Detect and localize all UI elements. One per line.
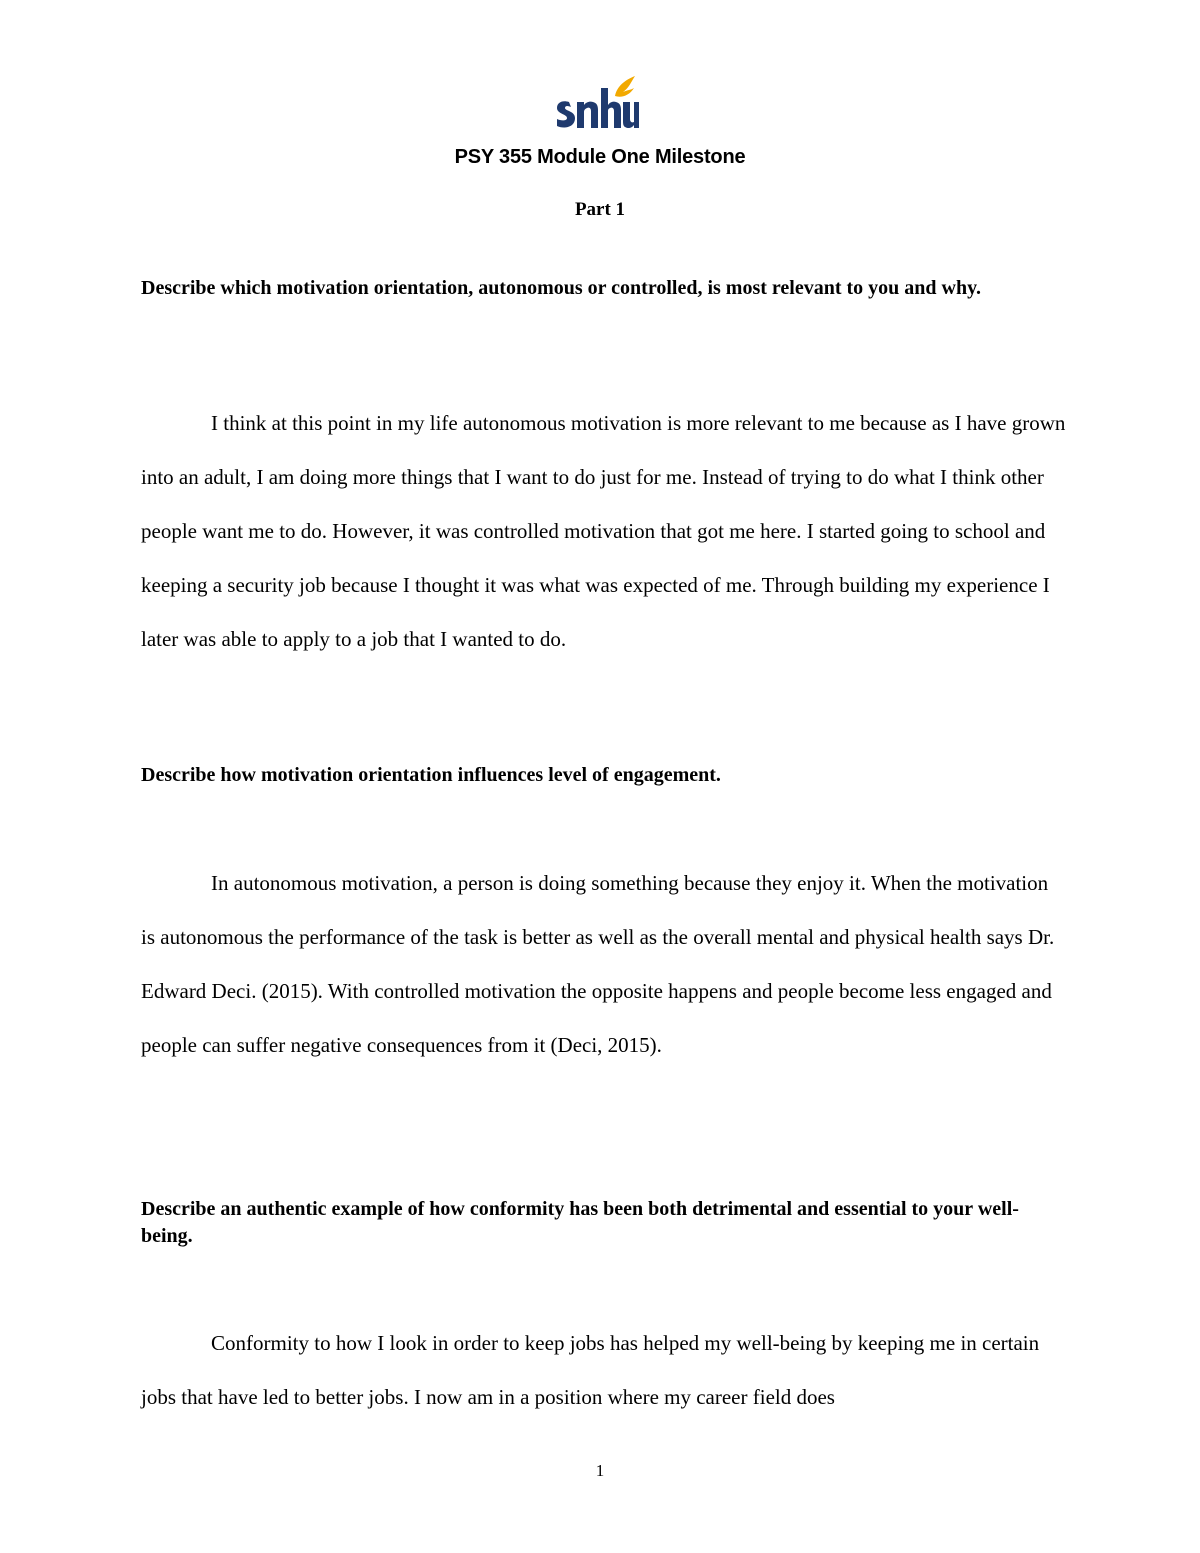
snhu-logo	[555, 74, 639, 132]
question-2: Describe how motivation orientation influences level of engagement.	[141, 764, 721, 786]
part-heading: Part 1	[574, 199, 626, 220]
answer-1: I think at this point in my life autonomous motivation is more relevant to me because as I have grown into an adult, I am doing more things that I want to do just for me. Instead of trying to do what I think other people want me to do. However, it was controlled motivation that got me here. I started going to school and keeping a security job because I thought it was what was expected of me. Through building my experience I later was able to apply to a job that I wanted to do.	[141, 411, 1066, 651]
snhu-logo-graphic	[555, 74, 639, 132]
page-number: 1	[595, 1461, 605, 1480]
answer-2: In autonomous motivation, a person is doing something because they enjoy it. When the motivation is autonomous the performance of the task is better as well as the overall mental and physical health says Dr. Edward Deci. (2015). With controlled motivation the opposite happens and people become less engaged and people can suffer negative consequences from it (Deci, 2015).	[141, 871, 1055, 1057]
question-1: Describe which motivation orientation, autonomous or controlled, is most relevant to you and why.	[141, 277, 982, 299]
document-title: PSY 355 Module One Milestone	[454, 146, 746, 168]
question-3: Describe an authentic example of how conformity has been both detrimental and essential to your well-being.	[141, 1198, 1019, 1247]
answer-3: Conformity to how I look in order to keep jobs has helped my well-being by keeping me in certain jobs that have led to better jobs. I now am in a position where my career field does	[141, 1331, 1040, 1409]
